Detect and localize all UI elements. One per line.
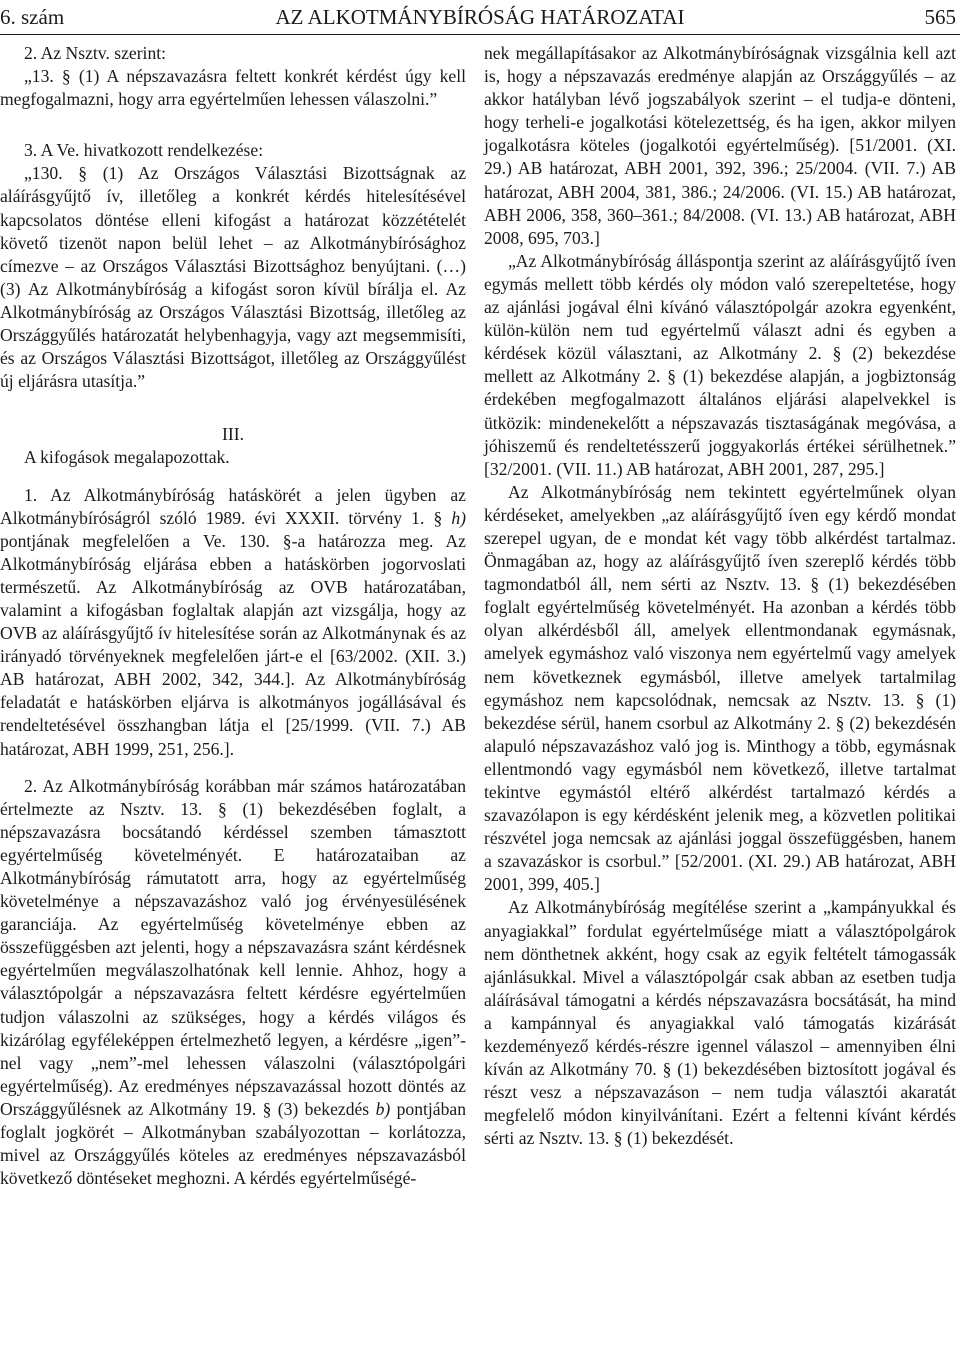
running-header [0,0,960,35]
issue-number: 6. szám [0,5,65,29]
right-column [484,42,956,1151]
quote-paragraph: „13. § (1) A népszavazásra feltett konkrét kérdést úgy kell megfogalmazni, hogy arra egyértelműen lehessen válaszolni.” [0,66,466,110]
paragraph: 1. Az Alkotmánybíróság hatáskörét a jelen ügyben az Alkotmánybíróságról szóló 1989. évi XXXII. törvény 1. § h) pontjának megfelelően a Ve. 130. §-a határozza meg. Az Alkotmánybíróság eljárása ebben a hatáskörben jogorvoslati természetű. Az Alkotmánybíróság az OVB határozatában, valamint a kifogásban foglaltak alapján azt vizsgálja, hogy az OVB az aláírásgyűjtő ív hitelesítése során az Alkotmánynak és az irányadó törvényeknek megfelelően járt-e el [63/2002. (XII. 3.) AB határozat, ABH 2002, 342, 344.]. Az Alkotmánybíróság feladatát e hatáskörben eljárva is alkotmányos jogállásával és rendeltetésével összhangban látja el [25/1999. (VII. 7.) AB határozat, ABH 1999, 251, 256.]. [0,484,466,759]
quote-paragraph: „130. § (1) Az Országos Választási Bizottságnak az aláírásgyűjtő ív, illetőleg a konkrét kérdés hitelesítésével kapcsolatos döntése elleni kifogást a határozat közzétételét követő tizenöt napon belül lehet – az Alkotmánybírósághoz címezve – az Országos Választási Bizottsághoz benyújtani. (…) (3) Az Alkotmánybíróság a kifogást soron kívül bírálja el. Az Alkotmánybíróság az Országos Választási Bizottság, illetőleg az Országgyűlés határozatát helybenhagyja, vagy azt megsemmisíti, és az Országos Választási Bizottságot, illetőleg az Országgyűlést új eljárásra utasítja.” [0,163,466,392]
paragraph: Az Alkotmánybíróság nem tekintett egyértelműnek olyan kérdéseket, amelyekben „az aláírásgyűjtő íven egy kérdő mondat szerepel ugyan, de e mondat két vagy több alkérdést tartalmaz. Önmagában az, hogy az aláírásgyűjtő íven szereplő kérdés több tagmondatból áll, nem sérti az Nsztv. 13. § (1) bekezdésében foglalt egyértelműség követelményét. Ha azonban a kérdés több olyan alkérdésből áll, amelyek ellentmondanak egymásnak, amelyek egymáshoz való viszonya nem egyértelmű vagy amelyek nem következnek egymásból, illetve amelyek tartalmilag egymáshoz nem kapcsolódnak, nemcsak az Nsztv. 13. § (1) bekezdése sérül, hanem csorbul az Alkotmány 2. § (2) bekezdésén alapuló népszavazáshoz való jog is. Minthogy a több, egymásnak ellentmondó vagy egymásból nem következő, illetve tartalmat tekintve egymástól eltérő alkérdést tartalmazó kérdés a szavazólapon is egy kérdésként jelenik meg, a közvetlen politikai részvétel joga nemcsak az ajánlási joggal összefüggésben, hanem a szavazáskor is csorbul.” [52/2001. (XI. 29.) AB határozat, ABH 2001, 399, 405.] [484,481,956,895]
paragraph: Az Alkotmánybíróság megítélése szerint a „kampányukkal és anyagiakkal” fordulat egyértelműsége miatt a választópolgárok nem dönthetnek akként, hogy csak az egyik feltételt támogassák ajánlásukkal. Mivel a választópolgár csak abban az esetben tudja aláírásával támogatni a kérdés népszavazásra bocsátását, ha mind a kampánnyal és anyagiakkal való támogatás kizárását kezdeményező kérdés-részre igennel válaszol – amennyiben élni kíván az Alkotmány 70. § (1) bekezdésében biztosított jogával és részt vesz a népszavazáson – nem tudja választói akaratát megfelelő módon kinyilvánítani. Ezért a feltenni kívánt kérdés sérti az Nsztv. 13. § (1) bekezdését. [484,897,956,1149]
page-number: 565 [924,5,956,29]
quote-paragraph: „Az Alkotmánybíróság álláspontja szerint az aláírásgyűjtő íven egymás mellett több kérdés oly módon való szerepeltetése, hogy az ajánlási jogával élni kívánó választópolgár azokra egyenként, külön-külön nem tud egyértelmű választ adni és egyben a kérdések közül választani, az Alkotmány 2. § (2) bekezdése mellett az Alkotmány 2. § (1) bekezdése alapján, a jogbiztonság érdekében megfogalmazott általános eljárási alapelvekkel is ütközik: mindenekelőtt a népszavazás tisztaságának megóvása, a jóhiszemű és rendeltetésszerű joggyakorlás értékei sérülhetnek.” [32/2001. (VII. 11.) AB határozat, ABH 2001, 287, 295.] [484,250,956,479]
left-column [0,42,466,1190]
paragraph: 2. Az Nsztv. szerint: [24,43,167,63]
paragraph: 2. Az Alkotmánybíróság korábban már számos határozatában értelmezte az Nsztv. 13. § (1) bekezdésében foglalt, a népszavazásra bocsátandó kérdéssel szemben támasztott egyértelműség követelményét. E határozataiban az Alkotmánybíróság rámutatott arra, hogy az egyértelműség követelménye a népszavazáshoz való jog érvényesülésének garanciája. Az egyértelműség követelménye ebben az összefüggésben azt jelenti, hogy a népszavazásra szánt kérdésnek egyértelműen megválaszolhatónak kell lennie. Ahhoz, hogy a választópolgár a népszavazásra feltett kérdésre egyértelműen tudjon válaszolni az szükséges, hogy a kérdés világos és kizárólag egyféleképpen értelmezhető legyen, a kérdésre „igen”-nel vagy „nem”-mel lehessen válaszolni (választópolgári egyértelműség). Az eredményes népszavazással hozott döntés az Országgyűlésnek az Alkotmány 19. § (3) bekezdés b) pontjában foglalt jogkörét – Alkotmányban szabályozottan – korlátozza, mivel az Országgyűlés köteles az eredményes népszavazásból következő döntéseket meghozni. A kérdés egyértelműségé- [0,775,466,1189]
paragraph: nek megállapításakor az Alkotmánybíróságnak vizsgálnia kell azt is, hogy a népszavazás eredménye alapján az Országgyűlés – az akkor hatályban lévő jogszabályok szerint – el tudja-e dönteni, hogy terheli-e jogalkotási kötelezettség, és ha igen, akkor milyen jogalkotásra köteles (jogalkotói egyértelműség). [51/2001. (XI. 29.) AB határozat, ABH 2001, 392, 396.; 25/2004. (VII. 7.) AB határozat, ABH 2004, 381, 386.; 24/2006. (VI. 15.) AB határozat, ABH 2006, 358, 360–361.; 84/2008. (VI. 13.) AB határozat, ABH 2008, 695, 703.] [484,43,956,248]
paragraph: A kifogások megalapozottak. [24,447,230,468]
paragraph: 3. A Ve. hivatkozott rendelkezése: [24,140,264,161]
journal-title: AZ ALKOTMÁNYBÍRÓSÁG HATÁROZATAI [275,5,685,29]
section-heading: III. [222,424,244,445]
